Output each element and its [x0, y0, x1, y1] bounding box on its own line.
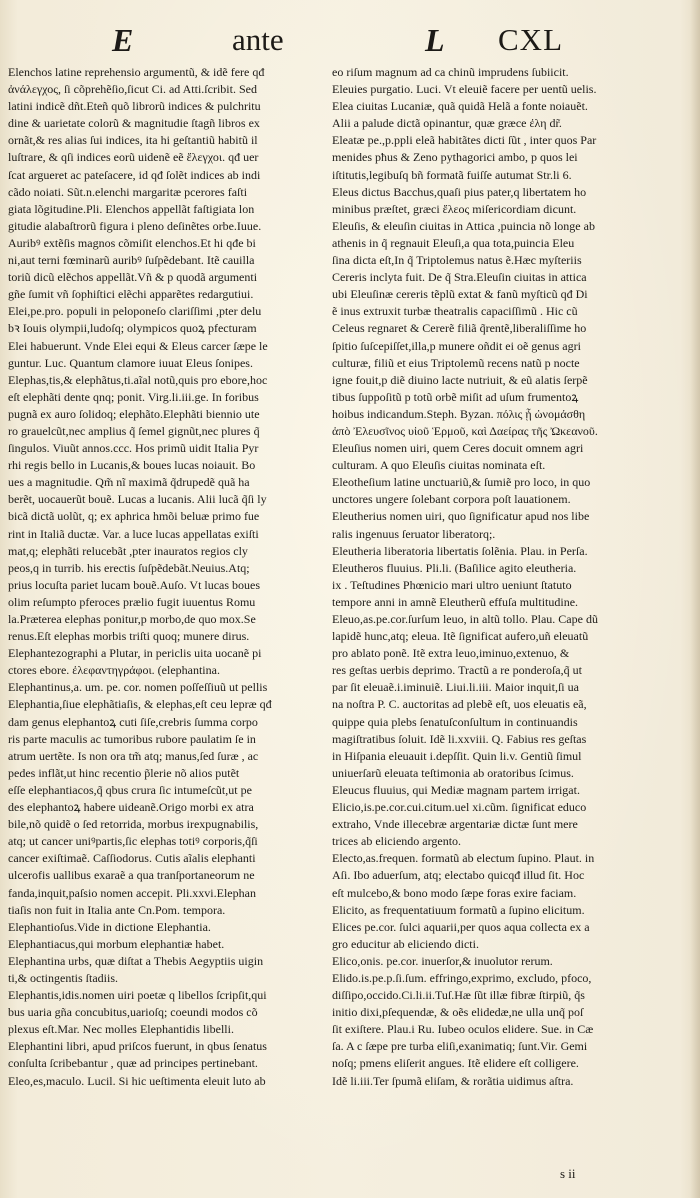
text-line: gitudie alabaſtrorũ figura i pleno deſinẽtes orbe.Iuue. — [8, 218, 262, 233]
text-line: latini indicẽ dñt.Eteñ quõ librorũ indices & pulchritu — [8, 99, 261, 114]
text-line: magiſtratibus ſoluit. Idẽ li.xxviii. Q. Fabius res geſtas — [332, 731, 587, 746]
text-line: des elephantoꝝ habere uideanẽ.Origo morbi ex atra — [8, 800, 254, 815]
text-line: Eleuies purgatio. Luci. Vt eleuiẽ facere per uentũ uelis. — [332, 82, 597, 97]
text-line: bus uaria gña concubitus,uarioſq; coeundi modos cõ — [8, 1005, 258, 1020]
text-line: eo riſum magnum ad ca chinũ imprudens ſubiicit. — [332, 65, 569, 79]
text-line: ſcat argueret ac pateſacere, id qđ ſolẽt indices ab indi — [8, 167, 261, 182]
text-line: ſpitio ſuſcepiſſet,illa,p munere oñdit ei oẽ genus agri — [332, 338, 581, 353]
text-line: berẽt, uocauerũt bouẽ. Lucas a lucanis. Alii lucã q̃ſi ly — [8, 492, 267, 507]
text-line: quippe quia plebs ſenatuſconſultum in continuandis — [332, 714, 578, 729]
text-line: Cereris inclyta fuit. De q̃ Stra.Eleuſin ciuitas in attica — [332, 270, 587, 285]
text-line: cancer exiſtimaẽ. Caſſiodorus. Cutis aĩalis elephanti — [8, 851, 256, 866]
text-line: ix . Teſtudines Phœnicio mari ultro ueniunt ſtatuto — [332, 577, 572, 592]
text-line: ues a magnitudie. Qm̃ nĩ maximã q̃drupedẽ quã ha — [8, 475, 250, 490]
text-line: pro ablato ponẽ. Itẽ extra leuo,iminuo,extenuo, & — [332, 646, 570, 661]
header-initial-right: L — [425, 22, 445, 58]
text-line: ubi Eleuſinæ cereris tẽplũ extat & fanũ myſticũ qđ Di — [332, 287, 588, 302]
text-line: gñe ſumit vñ ſophiſtici elẽchi apparẽtes redargutiui. — [8, 287, 254, 302]
text-line: conſulta ſcribebantur , quæ ad principes pertinebant. — [8, 1056, 258, 1071]
page-edge-shadow — [690, 0, 700, 1198]
text-line: Eleuſis, & eleuſin ciuitas in Attica ,puincia nõ longe ab — [332, 218, 595, 233]
text-line: culturam. A quo Eleuſis ciuitas nominata eſt. — [332, 458, 546, 473]
text-line: bicã dictã uolũt, q; ex aphrica hmõi beluæ primo fue — [8, 509, 260, 524]
text-line: Elephantioſus.Vide in dictione Elephantia. — [8, 919, 211, 934]
text-line: Elephantini libri, apud priſcos fuerunt, in qbus ſenatus — [8, 1039, 267, 1054]
text-line: Eleuo,as.pe.cor.ſurſum leuo, in altũ tollo. Plau. Cape dũ — [332, 612, 598, 626]
text-line: ſingulos. Viuũt annos.ccc. Hos primũ uidit Italia Pyr — [8, 441, 259, 456]
text-line: ſa. A c ſæpe pre turba eliſi,exanimatiq; ſunt.Vir. Gemi — [332, 1039, 588, 1054]
text-line: tiaſis non fuit in Italia ante Cn.Pom. tempora. — [8, 902, 226, 917]
text-line: ris parte maculis ac tumoribus rubore paulatim ſe in — [8, 731, 256, 746]
text-line: ẽ inus extruxit turbæ theatralis capaciſſimũ . Hic cũ — [332, 304, 578, 319]
text-line: mat,q; elephãti relucebãt ,pter inauratos regios cly — [8, 543, 248, 558]
text-line: ctores ebore. ἐλεφαντηγράφοι. (elephantina. — [8, 663, 220, 678]
text-line: Eleuſius nomen uiri, quem Ceres docuit omnem agri — [332, 441, 584, 456]
text-line: pedes inflãt,ut hinc recentio p̃lerie nõ alios putẽt — [8, 765, 240, 780]
text-line: na noſtra P. C. auctoritas ad plebẽ eſt, uos eleuatis eã, — [332, 697, 587, 712]
text-line: Eleo,es,maculo. Lucil. Si hic ueſtimenta eleuit luto ab — [8, 1073, 266, 1088]
text-line: Eleutheria liberatoria libertatis ſolẽnia. Plau. in Perſa. — [332, 543, 588, 558]
text-line: Elephantinus,a. um. pe. cor. nomen poſſeſſiuũ ut pellis — [8, 680, 268, 695]
text-line: Elephantis,idis.nomen uiri poetæ q libellos ſcripſit,qui — [8, 988, 267, 1003]
text-line: noſq; pmens eliſerit angues. Itẽ elidere eſt colligere. — [332, 1056, 579, 1071]
text-line: trices ab eliciendo argento. — [332, 834, 462, 849]
text-line: Elephas,tis,& elephãtus,ti.aĩal notũ,quis pro ebore,hoc — [8, 372, 268, 387]
text-line: bile,nõ quidẽ o ſed retorrida, morbus irexpugnabilis, — [8, 817, 259, 832]
text-line: Eleutherius nomen uiri, quo ſignificatur apud nos libe — [332, 509, 590, 524]
text-line: Auribꝰ extẽſis magnos cõmiſit elenchos.Et hi qđe bi — [8, 235, 256, 250]
text-line: Elido.is.pe.p.ſi.ſum. effringo,exprimo, excludo, pfoco, — [332, 970, 592, 985]
text-line: culturæ, filiũ et eius Triptolemũ recens natũ p nocte — [332, 355, 580, 370]
folio-number: CXL — [498, 22, 563, 57]
text-line: gro educitur ab eliciendo dicti. — [332, 936, 479, 951]
text-line: uniuerſarũ eleuata teſtimonia ab oratoribus ſcimus. — [332, 765, 574, 780]
text-line: ti,& octingentis ſtadiis. — [8, 970, 118, 985]
text-line: Elicio,is.pe.cor.cui.citum.uel xi.cũm. ſignificat educo — [332, 800, 587, 815]
text-line: rhi regis bello in Lucanis,& boues lucas noiauit. Bo — [8, 458, 256, 473]
text-line: luſtrare, & qſi indices eorũ uidenẽ eẽ ἔλεγχοι. qđ uer — [8, 150, 259, 165]
text-line: guntur. Luc. Quantum clamore iuuat Eleus ſonipes. — [8, 355, 253, 370]
text-line: eſſe elephantiacos,q̃ qbus crura ſic intumeſcũt,ut pe — [8, 782, 252, 797]
text-line: bꝛ Iouis olympii,ludoſq; olympicos quoꝝ pfecturam — [8, 321, 257, 336]
text-line: Elephantia,ſiue elephãtiaſis, & elephas,eſt ceu lepræ qđ — [8, 697, 272, 712]
text-line: eſt elephãti dente qnq; ponit. Virg.li.iii.ge. In foribus — [8, 389, 259, 404]
text-line: minibus præſtet, græci ἔλεος miſericordiam dicunt. — [332, 201, 577, 216]
text-line: rint in Italiã ductæ. Var. a luce lucas appellatas exiſti — [8, 526, 259, 541]
text-line: atrum uertẽte. Is non ora tm̃ atq; manus,ſed ſuræ , ac — [8, 748, 259, 763]
text-line: cãdo noiati. Sũt.n.elenchi margaritæ pcerores faſti — [8, 184, 248, 199]
text-line: unctores ungere ſolebant corpora poſt lauationem. — [332, 492, 571, 507]
text-line: igne fouit,p diẽ diuino lacte nutriuit, & eũ alatis ſerpẽ — [332, 372, 588, 387]
text-line: renus.Eſt elephas morbis triſti quoq; munere dirus. — [8, 629, 250, 644]
text-line: Elei,pe.pro. populi in peloponeſo clariſſimi ,pter delu — [8, 304, 262, 319]
text-line: ralis ingenuus ſeruator liberatorq;. — [332, 526, 496, 541]
text-line: Celeus regnaret & Cererẽ filiã q̃rentẽ,liberaliſſime ho — [332, 321, 587, 336]
text-line: ἀπὸ Ἐλευσῖνος υἱοῦ Ἑρμοῦ, καὶ Δαείρας τῆς Ὠκεανοῦ. — [332, 423, 598, 438]
text-line: lapidẽ hunc,atq; eleua. Itẽ ſignificat aufero,uñ eleuatũ — [332, 629, 589, 644]
text-line: giata lõgitudine.Pli. Elenchos appellãt faſtigiata lon — [8, 201, 255, 216]
text-line: Eleus dictus Bacchus,quaſi pius pater,q libertatem ho — [332, 184, 587, 199]
text-line: Eleotheſium latine unctuariũ,& ſumiẽ pro loco, in quo — [332, 475, 591, 490]
text-line: tibus ſuppoſitũ p totũ orbẽ miſit ad uſum frumentoꝝ — [332, 389, 579, 404]
text-line: pugnã ex auro ſolidoq; elephãto.Elephãti biennio ute — [8, 406, 260, 421]
text-line: athenis in q̃ regnauit Eleuſi,a qua tota,puincia Eleu — [332, 235, 575, 250]
text-line: Elicito, as frequentatiuum formatũ a ſupino elicitum. — [332, 902, 585, 917]
text-line: Elea ciuitas Lucaniæ, quã quidã Helã a fonte noiauẽt. — [332, 99, 588, 114]
text-line: olim reſumpto pferoces prælio fugit iuuentus Romu — [8, 594, 256, 609]
text-line: dine & uarietate colorũ & magnitudie ſtagñ libros ex — [8, 116, 260, 131]
text-line: ulcerofis uallibus exaraẽ a qua tranſportaneorum ne — [8, 868, 255, 883]
text-line: Eleutheros fluuius. Pli.li. (Baſilice agito eleutheria. — [332, 560, 577, 575]
text-line: ornãt,& res alias ſui indices, ita hi geſtantiũ habitũ il — [8, 133, 258, 148]
text-line: initio dixi,pſequendæ, & oẽs elidedæ,ne ulla unq̃ poſ — [332, 1005, 584, 1020]
text-line: Elenchos latine reprehensio argumentũ, & idẽ fere qđ — [8, 65, 265, 79]
text-line: Elei habuerunt. Vnde Elei equi & Eleus carcer ſæpe le — [8, 338, 268, 353]
text-line: ſit exiſtere. Plau.i Ru. Iubeo oculos elidere. Sue. in Cæ — [332, 1022, 594, 1037]
text-line: par ſit eleuaẽ.i.iminuiẽ. Liui.li.iii. Maior inquit,ſi ua — [332, 680, 579, 695]
text-line: prius locuſta pariet lucam bouẽ.Auſo. Vt lucas boues — [8, 577, 261, 592]
text-line: ſina dicta eſt,In q̃ Triptolemus natus ẽ.Hæc myſteriis — [332, 253, 582, 268]
text-line: menides pħus & Zeno pythagorici ambo, p quos lei — [332, 150, 578, 165]
text-line: Eleatæ pe.,p.ppli eleã habitãtes dicti ſũt , inter quos Par — [332, 133, 597, 148]
text-line: Electo,as.frequen. formatũ ab electum ſupino. Plaut. in — [332, 851, 595, 866]
text-line: extraho, Vnde illecebræ argentariæ dictæ ſunt mere — [332, 817, 578, 832]
text-line: ἀνάλεγχος, ſi cõprehẽſio,ſicut Ci. ad Atti.ſcribit. Sed — [8, 82, 257, 97]
text-line: Elices pe.cor. ſulci aquarii,per quos aqua collecta ex a — [332, 919, 590, 934]
text-line: Elephantiacus,qui morbum elephantiæ habet. — [8, 936, 225, 951]
signature-mark: s ii — [560, 1166, 576, 1181]
header-running-title: ante — [232, 22, 284, 57]
text-line: ro grauelcũt,nec amplius q̃ ſemel gignũt,nec plures q̃ — [8, 423, 260, 438]
text-line: eſt mulcebo,& bono modo ſæpe foras exire faciam. — [332, 885, 577, 900]
text-line: res geſtas uerbis deprimo. Tractũ a re ponderoſa,q̃ ut — [332, 663, 582, 678]
text-line: tempore anni in amnẽ Eleutherũ effuſa multitudine. — [332, 594, 579, 609]
text-line: fanda,inquit,paſsio nomen accepit. Pli.xxvi.Elephan — [8, 885, 256, 900]
text-line: iſtitutis,legibuſq bñ formatã fuiſſe autumat Str.li 6. — [332, 167, 572, 182]
text-line: ni,aut terni fœminarũ auribꝰ ſuſpẽdebant. Itẽ cauilla — [8, 253, 255, 268]
text-line: dam genus elephantoꝝ cuti ſiſe,crebris ſumma corpo — [8, 714, 258, 729]
right-text-column — [332, 64, 666, 1090]
header-initial-left: E — [112, 22, 134, 58]
text-line: in Hiſpania eleuauit i.depſſit. Quin li.v. Gentiũ ſimul — [332, 748, 582, 763]
text-line: Elephantezographi a Plutar, in periclis uita uocanẽ pi — [8, 646, 262, 661]
text-line: Eleucus fluuius, qui Mediæ magnam partem irrigat. — [332, 782, 580, 797]
text-line: Elephantina urbs, quæ diſtat a Thebis Aegyptiis uigin — [8, 953, 264, 968]
text-line: peos,q in turrib. his erectis ſuſpẽdebãt.Neuius.Atq; — [8, 560, 250, 575]
text-line: plexus eſt.Mar. Nec molles Elephantidis libelli. — [8, 1022, 234, 1037]
running-header — [0, 20, 700, 60]
text-line: la.Præterea elephas ponitur,p morbo,de quo mox.Se — [8, 612, 256, 626]
text-line: toriũ dicũ elẽchos appellãt.Vñ & p quodã argumenti — [8, 270, 258, 285]
left-text-column — [8, 64, 312, 1090]
text-line: hoibus indicandum.Steph. Byzan. πόλις ᾗ ὠνομάσθη — [332, 406, 586, 421]
text-line: Idẽ li.iii.Ter ſpumã eliſam, & rorãtia uidimus aſtra. — [332, 1073, 574, 1088]
text-line: diſſipo,occido.Ci.li.ii.Tuſ.Hæ ſũt illæ fibræ ſtirpiũ, q̃s — [332, 988, 585, 1003]
text-line: Alii a palude dictã opinantur, quæ græce ἐλη dr̃. — [332, 116, 562, 131]
text-line: Elico,onis. pe.cor. inuerſor,& inuolutor rerum. — [332, 953, 553, 968]
text-line: atq; ut cancer uniꝰpartis,ſic elephas totiꝰ corporis,q̃ſi — [8, 834, 258, 849]
text-line: Aſi. Ibo aduerſum, atq; electabo quicqđ illud ſit. Hoc — [332, 868, 585, 883]
